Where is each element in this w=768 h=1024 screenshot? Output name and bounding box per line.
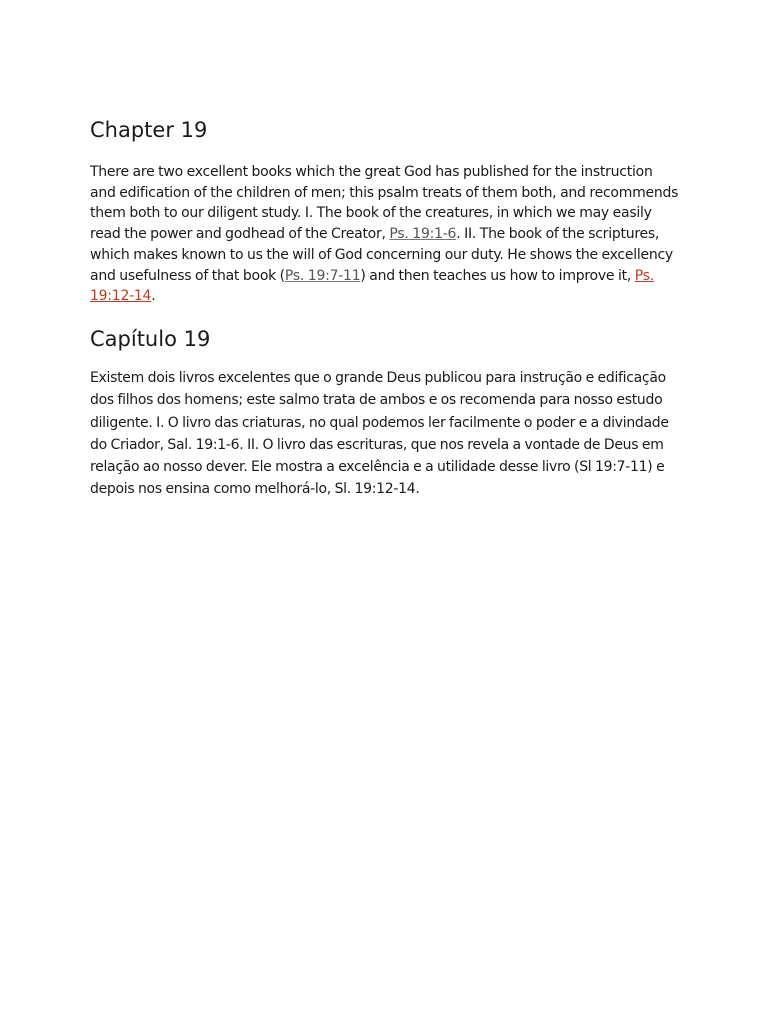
- scripture-link-ps-19-7-11[interactable]: Ps. 19:7-11: [284, 267, 361, 284]
- paragraph-english: [90, 162, 680, 307]
- document-content: [90, 114, 680, 501]
- chapter-title-english: Chapter 19: [90, 118, 208, 142]
- scripture-link-ps-19-12-14[interactable]: Ps. 19:12-14: [90, 267, 654, 305]
- paragraph-english-text-3: ) and then teaches us how to improve it,: [360, 267, 635, 284]
- scripture-link-ps-19-1-6[interactable]: Ps. 19:1-6: [389, 226, 457, 243]
- paragraph-english-text-4: .: [151, 288, 156, 305]
- paragraph-english-text-1: There are two excellent books which the great God has published for the instruction and edification of the children of men; this psalm treats of them both, and recommends them both to our diligent study. I. The book of the creatures, in which we may easily read the power and godhead of the Creator,: [90, 164, 679, 243]
- paragraph-portuguese: Existem dois livros excelentes que o grande Deus publicou para instrução e edificação dos filhos dos homens; este salmo trata de ambos e os recomenda para nosso estudo diligente. I. O livro das criaturas, no qual podemos ler facilmente o poder e a divindade do Criador, Sal. 19:1-6. II. O livro das escrituras, que nos revela a vontade de Deus em relação ao nosso dever. Ele mostra a excelência e a utilidade desse livro (Sl 19:7-11) e depois nos ensina como melhorá-lo, Sl. 19:12-14.: [90, 369, 669, 498]
- paragraph-english-text-2: . II. The book of the scriptures, which makes known to us the will of God concerning our duty. He shows the excellency and usefulness of that book (: [90, 226, 673, 284]
- chapter-title-portuguese: Capítulo 19: [90, 326, 211, 351]
